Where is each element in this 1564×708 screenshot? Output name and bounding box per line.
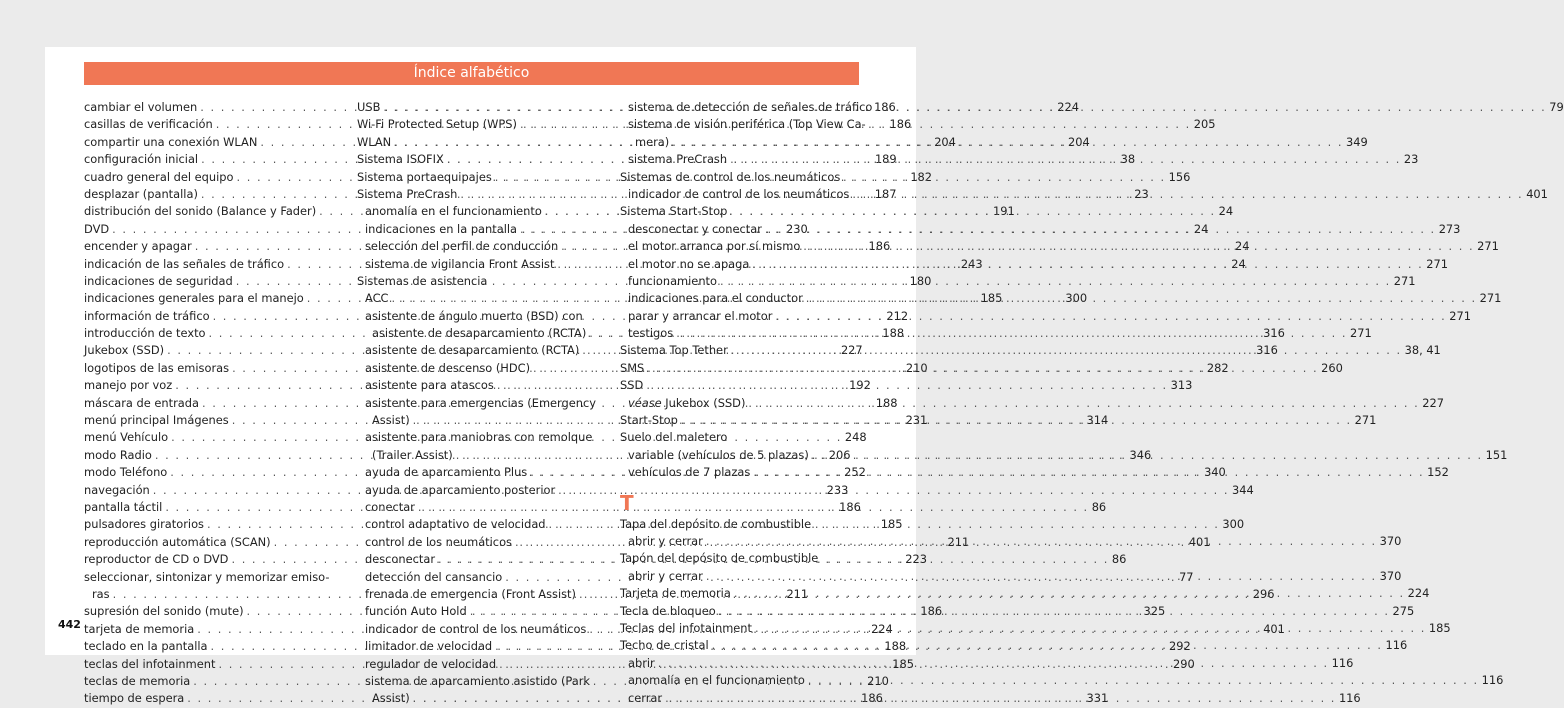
index-entry-text: teclas de memoria xyxy=(84,673,191,688)
index-entry-text: cerrar xyxy=(628,690,663,705)
index-entry-text: logotipos de las emisoras xyxy=(84,360,230,375)
index-entry-text: Sistema portaequipajes xyxy=(357,169,492,184)
index-entry-page: 370 xyxy=(1379,568,1402,583)
index-entry-page: 186 xyxy=(868,239,891,254)
index-entry-page: 273 xyxy=(1438,221,1461,236)
index-entry-text: compartir una conexión WLAN xyxy=(84,134,258,149)
index-entry-text: selección del perfil de conducción xyxy=(365,239,559,254)
index-entry-text: véase Jukebox (SSD) xyxy=(628,395,746,410)
index-entry-page: 401 xyxy=(1263,621,1285,636)
index-entry-page: 38, 41 xyxy=(1404,343,1441,358)
index-entry-page: 185 xyxy=(980,291,1003,306)
index-entry-page: 116 xyxy=(1481,673,1504,688)
index-entry-page: 156 xyxy=(1168,169,1191,184)
index-entry-text: tarjeta de memoria xyxy=(84,621,195,636)
index-entry-page: 204 xyxy=(1068,134,1090,149)
index-entry-text: modo Teléfono xyxy=(84,465,168,480)
page-title: Índice alfabético xyxy=(84,62,859,85)
index-entry-page: 224 xyxy=(1057,100,1079,114)
index-entry-text: DVD xyxy=(84,221,110,236)
index-entry-text: Sistema PreCrash xyxy=(357,186,458,201)
index-entry-page: 224 xyxy=(1407,586,1430,601)
index-entry-text: Wi-Fi Protected Setup (WPS) xyxy=(357,117,517,132)
dot-leader xyxy=(775,308,1446,325)
index-entry-page: 401 xyxy=(1526,186,1548,201)
dot-leader xyxy=(852,186,1523,203)
index-entry-text: función Auto Hold xyxy=(365,604,467,619)
dot-leader xyxy=(812,447,1483,464)
index-entry-page: 79 xyxy=(1549,100,1564,114)
index-entry-text: encender y apagar xyxy=(84,239,192,254)
index-entry-page: 233 xyxy=(826,482,849,497)
index-entry-page: 185 xyxy=(892,656,915,671)
index-entry-page: 152 xyxy=(1427,465,1449,480)
index-entry-page: 151 xyxy=(1485,447,1508,462)
index-entry-text: reproductor de CD o DVD xyxy=(84,552,229,567)
index-entry-page: 231 xyxy=(905,413,928,428)
index-entry-page: 116 xyxy=(1338,690,1361,705)
index-entry-text: indicaciones en la pantalla xyxy=(365,221,517,236)
dot-leader xyxy=(755,620,1426,637)
index-entry-page: 24 xyxy=(1193,221,1209,236)
index-entry-page: 186 xyxy=(920,604,943,619)
index-entry-text: detección del cansancio xyxy=(365,569,503,584)
index-entry-text: el motor arranca por sí mismo xyxy=(628,239,801,254)
index-entry-text: indicador de control de los neumáticos xyxy=(365,621,587,636)
index-entry-text: Tarjeta de memoria xyxy=(620,586,731,601)
index-entry-page: 271 xyxy=(1477,239,1499,254)
index-entry-text: frenada de emergencia (Front Assist) xyxy=(365,586,576,601)
index-entry-text: distribución del sonido (Balance y Fader) xyxy=(84,204,317,219)
index-entry-text: teclas del infotainment xyxy=(84,656,216,671)
index-entry-heading: Sistema Start-Stop xyxy=(620,204,728,219)
index-entry-page: 230 xyxy=(785,221,808,236)
index-entry-text: menú principal Imágenes xyxy=(84,413,229,428)
index-entry-text: asistente para atascos xyxy=(365,378,494,393)
index-letter-heading: T xyxy=(620,490,634,515)
index-entry-heading: asistente para maniobras con remolque xyxy=(365,430,593,445)
index-entry-text: sistema PreCrash xyxy=(628,152,728,167)
index-entry-page: 292 xyxy=(1168,639,1191,654)
index-entry-page: 316 xyxy=(1256,343,1278,358)
index-entry-page: 252 xyxy=(844,465,866,480)
index-entry-page: 300 xyxy=(1222,517,1245,532)
index-entry-page: 24 xyxy=(1235,239,1250,254)
index-entry-page: 86 xyxy=(1111,552,1127,567)
index-entry-text: testigos xyxy=(628,326,674,341)
index-entry-page: 116 xyxy=(1385,638,1408,653)
index-entry-page: 340 xyxy=(1204,465,1226,480)
index-entry-text: manejo por voz xyxy=(84,378,173,393)
index-entry-text: WLAN xyxy=(357,134,392,149)
index-entry-text: tiempo de espera xyxy=(84,691,185,706)
index-entry-text: Teclas del infotainment xyxy=(620,620,752,635)
index-entry-text: (Trailer Assist) xyxy=(372,447,453,462)
dot-leader xyxy=(752,256,1423,273)
index-entry-heading: seleccionar, sintonizar y memorizar emiso- xyxy=(84,569,330,584)
index-entry-text: abrir xyxy=(628,655,655,670)
index-entry-page: 185 xyxy=(1428,620,1451,635)
dot-leader xyxy=(753,464,1424,481)
index-entry-text: Tecla de bloqueo xyxy=(620,603,716,618)
index-entry-page: 189 xyxy=(874,152,897,167)
index-entry-text: funcionamiento xyxy=(628,273,717,288)
index-entry-page: 290 xyxy=(1172,656,1195,671)
index-entry-page: 185 xyxy=(880,517,903,532)
dot-leader xyxy=(731,342,1402,359)
index-entry-page: 260 xyxy=(1321,360,1343,375)
index-entry-page: 77 xyxy=(1179,569,1194,584)
index-entry-text: información de tráfico xyxy=(84,308,210,323)
index-entry-heading: sistema de aparcamiento asistido (Park xyxy=(365,673,590,688)
index-entry-page: 223 xyxy=(905,552,928,567)
index-entry-page: 188 xyxy=(882,326,905,341)
index-entry-page: 187 xyxy=(874,186,897,201)
index-entry-page: 186 xyxy=(839,499,861,514)
index-entry-text: abrir y cerrar xyxy=(628,533,703,548)
index-entry-page: 316 xyxy=(1263,326,1285,341)
index-entry-text: Start-Stop xyxy=(620,413,678,428)
index-entry-page: 210 xyxy=(867,673,889,688)
index-entry-text: Sistema ISOFIX xyxy=(357,152,444,167)
index-entry-page: 344 xyxy=(1231,482,1254,497)
index-entry-text: casillas de verificación xyxy=(84,117,213,132)
index-entry-heading: Sistemas de asistencia xyxy=(357,273,488,288)
index-entry-page: 210 xyxy=(905,360,928,375)
index-entry-text: sistema de detección de señales de tráfico xyxy=(628,100,873,114)
index-entry-text: introducción de texto xyxy=(84,326,206,341)
index-entry-page: 275 xyxy=(1392,603,1415,618)
index-entry-page: 205 xyxy=(1193,117,1216,132)
index-entry-text: el motor no se apaga xyxy=(628,256,750,271)
index-entry-text: supresión del sonido (mute) xyxy=(84,604,244,619)
dot-leader xyxy=(808,672,1479,689)
index-entry-page: 370 xyxy=(1379,533,1402,548)
index-entry-text: conectar xyxy=(365,499,415,514)
index-entry-text: abrir y cerrar xyxy=(628,568,703,583)
index-entry-text: indicaciones de seguridad xyxy=(84,273,233,288)
index-entry-text: ACC xyxy=(365,291,389,306)
index-entry-text: control adaptativo de velocidad xyxy=(365,517,546,532)
index-entry-page: 349 xyxy=(1346,134,1368,149)
index-entry-page: 206 xyxy=(828,447,851,462)
index-entry-page: 188 xyxy=(884,639,907,654)
index-entry-page: 192 xyxy=(849,378,871,393)
index-entry-text: parar y arrancar el motor xyxy=(628,308,773,323)
index-entry-text: Sistema Top Tether xyxy=(620,343,728,358)
index-entry-text: vehículos de 7 plazas xyxy=(628,465,751,480)
index-entry-heading: asistente de ángulo muerto (BSD) con xyxy=(365,308,583,323)
index-entry-page: 296 xyxy=(1252,586,1275,601)
index-entry-text: cambiar el volumen xyxy=(84,100,198,114)
index-entry-text: anomalía en el funcionamiento xyxy=(628,673,805,688)
index-entry-page: 212 xyxy=(886,308,909,323)
dot-leader xyxy=(719,603,1390,620)
index-entry-text: máscara de entrada xyxy=(84,395,199,410)
index-entry-page: 227 xyxy=(840,343,863,358)
index-entry-page: 186 xyxy=(861,691,883,706)
index-entry-text: sistema de vigilancia Front Assist xyxy=(365,256,555,271)
index-entry-page: 24 xyxy=(1231,256,1246,271)
dot-leader xyxy=(803,238,1474,255)
index-entry-heading: sistema de visión periférica (Top View Ca- xyxy=(628,117,866,132)
index-entry-text: pantalla táctil xyxy=(84,499,163,514)
index-entry-text: control de los neumáticos xyxy=(365,534,512,549)
index-entry-page: 211 xyxy=(786,586,809,601)
dot-leader xyxy=(681,412,1352,429)
index-entry-heading: Tapón del depósito de combustible xyxy=(620,551,819,566)
index-entry-text: modo Radio xyxy=(84,447,152,462)
dot-leader xyxy=(706,533,1377,550)
dot-leader xyxy=(765,221,1436,238)
index-entry-page: 314 xyxy=(1086,413,1109,428)
index-entry-text: indicación de las señales de tráfico xyxy=(84,256,285,271)
index-entry-text: USB xyxy=(357,100,381,114)
index-entry-page: 23 xyxy=(1403,152,1419,167)
dot-leader xyxy=(706,568,1377,585)
dot-leader xyxy=(672,134,1343,151)
index-entry-page: 346 xyxy=(1129,447,1152,462)
index-entry-text: limitador de velocidad xyxy=(365,639,493,654)
page-number: 442 xyxy=(58,618,81,631)
index-entry-text: reproducción automática (SCAN) xyxy=(84,534,271,549)
index-entry-page: 186 xyxy=(889,117,912,132)
dot-leader xyxy=(806,290,1477,307)
dot-leader xyxy=(658,655,1329,672)
index-entry-text: menú Vehículo xyxy=(84,430,169,445)
index-entry-heading: Sistemas de control de los neumáticos xyxy=(620,169,841,184)
index-entry-page: 227 xyxy=(1422,395,1444,410)
index-entry-page: 271 xyxy=(1449,308,1471,323)
dot-leader xyxy=(748,395,1419,412)
index-entry-text: indicaciones para el conductor xyxy=(628,291,803,306)
index-entry-text: asistente de desaparcamiento (RCTA) xyxy=(365,343,580,358)
index-entry-page: 313 xyxy=(1170,378,1193,393)
index-entry-page: 38 xyxy=(1120,152,1136,167)
index-entry-text: asistente de desaparcamiento (RCTA) xyxy=(372,326,587,341)
dot-leader xyxy=(676,325,1347,342)
index-entry-page: 182 xyxy=(910,169,933,184)
index-entry-page: 248 xyxy=(844,430,867,445)
index-entry-text: Assist) xyxy=(372,691,410,706)
index-entry-text: indicaciones generales para el manejo xyxy=(84,291,304,306)
index-entry-heading: Suelo del maletero xyxy=(620,430,728,445)
index-entry-page: 116 xyxy=(1331,655,1354,670)
index-entry-page: 204 xyxy=(934,134,956,149)
index-entry-text: mera) xyxy=(635,134,670,149)
dot-leader xyxy=(712,637,1383,654)
dot-leader xyxy=(665,690,1336,707)
index-entry-page: 300 xyxy=(1065,291,1088,306)
index-entry-text: navegación xyxy=(84,482,150,497)
index-entry-page: 243 xyxy=(960,256,983,271)
index-entry-page: 271 xyxy=(1354,413,1377,428)
index-entry-page: 331 xyxy=(1086,691,1109,706)
index-entry-page: 282 xyxy=(1206,360,1229,375)
dot-leader xyxy=(875,99,1546,116)
index-entry-page: 180 xyxy=(909,273,932,288)
index-entry-page: 23 xyxy=(1134,186,1149,201)
index-entry-text: Jukebox (SSD) xyxy=(84,343,165,358)
index-entry-text: teclado en la pantalla xyxy=(84,639,208,654)
index-entry-text: pulsadores giratorios xyxy=(84,517,204,532)
index-entry-page: 191 xyxy=(993,204,1015,219)
dot-leader xyxy=(720,273,1391,290)
index-entry-text: ayuda de aparcamiento posterior xyxy=(365,482,556,497)
index-entry-text: ras xyxy=(92,586,110,601)
index-entry-page: 24 xyxy=(1218,204,1234,219)
index-entry-text: asistente de descenso (HDC) xyxy=(365,360,531,375)
index-entry-page: 186 xyxy=(874,100,896,114)
index-entry-page: 401 xyxy=(1188,534,1211,549)
index-entry-page: 188 xyxy=(875,395,898,410)
index-entry-text: configuración inicial xyxy=(84,152,199,167)
dot-leader xyxy=(734,585,1405,602)
index-entry-page: 86 xyxy=(1091,499,1107,514)
index-entry-page: 271 xyxy=(1479,291,1502,306)
index-entry-text: indicador de control de los neumáticos xyxy=(628,186,850,201)
index-entry-text: desconectar xyxy=(365,552,436,567)
index-entry-text: Techo de cristal xyxy=(620,638,709,653)
index-entry-page: 271 xyxy=(1426,256,1448,271)
index-entry-text: Assist) xyxy=(372,413,410,428)
index-entry-page: 325 xyxy=(1143,604,1166,619)
index-entry-page: 224 xyxy=(871,621,893,636)
index-entry-text: variable (vehículos de 5 plazas) xyxy=(628,447,809,462)
index-entry-text: desconectar y conectar xyxy=(628,221,762,236)
dot-leader xyxy=(730,151,1401,168)
index-entry-text: cuadro general del equipo xyxy=(84,169,234,184)
index-entry-page: 271 xyxy=(1393,273,1416,288)
index-entry-heading: SSD xyxy=(620,378,644,393)
index-entry-text: SMS xyxy=(620,360,645,375)
index-entry-page: 211 xyxy=(947,534,970,549)
dot-leader xyxy=(647,360,1318,377)
index-entry-text: desplazar (pantalla) xyxy=(84,186,198,201)
index-entry-text: anomalía en el funcionamiento xyxy=(365,204,542,219)
index-entry-heading: asistente para emergencias (Emergency xyxy=(365,395,596,410)
index-entry-heading: Tapa del depósito de combustible xyxy=(620,516,812,531)
index-entry-text: regulador de velocidad xyxy=(365,656,497,671)
index-entry-text: ayuda de aparcamiento Plus xyxy=(365,465,528,480)
index-entry-page: 271 xyxy=(1350,326,1372,341)
